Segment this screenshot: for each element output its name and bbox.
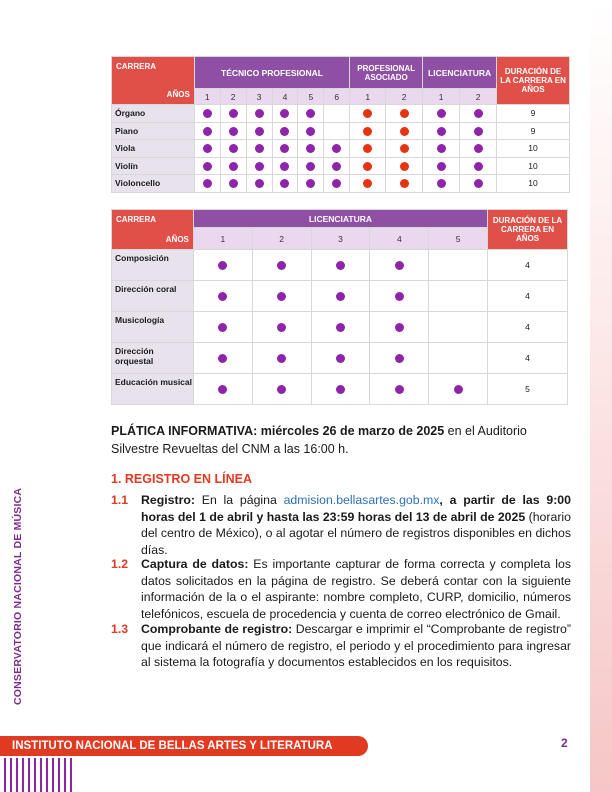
year-cell xyxy=(460,157,497,175)
purple-dot-icon xyxy=(395,385,404,394)
purple-dot-icon xyxy=(474,109,483,118)
purple-dot-icon xyxy=(229,162,238,171)
year-cell xyxy=(194,122,220,140)
year-number-2: 2 xyxy=(252,228,311,250)
purple-dot-icon xyxy=(229,127,238,136)
purple-dot-icon xyxy=(395,261,404,270)
stripe xyxy=(58,758,60,792)
red-dot-icon xyxy=(400,179,409,188)
admission-link[interactable]: admision.bellasartes.gob.mx xyxy=(283,493,440,507)
purple-dot-icon xyxy=(437,162,446,171)
year-cell xyxy=(429,343,488,374)
year-cell xyxy=(429,250,488,281)
table-row xyxy=(112,374,568,405)
year-number-3: 3 xyxy=(246,89,272,105)
purple-dot-icon xyxy=(218,354,227,363)
purple-dot-icon xyxy=(218,292,227,301)
purple-dot-icon xyxy=(332,162,341,171)
duration-value: 10 xyxy=(497,157,570,175)
year-number-10: 2 xyxy=(460,89,497,105)
year-cell xyxy=(350,105,386,123)
red-dot-icon xyxy=(363,144,372,153)
purple-dot-icon xyxy=(203,179,212,188)
year-cell xyxy=(350,157,386,175)
item-label: Captura de datos: xyxy=(141,557,249,571)
table-row xyxy=(112,105,570,123)
year-cell xyxy=(246,140,272,158)
year-cell xyxy=(246,175,272,193)
year-cell xyxy=(193,374,252,405)
carrera-header xyxy=(112,57,195,105)
year-cell xyxy=(423,140,460,158)
year-cell xyxy=(246,122,272,140)
year-number-6: 6 xyxy=(324,89,350,105)
purple-dot-icon xyxy=(255,144,264,153)
year-cell xyxy=(220,105,246,123)
purple-dot-icon xyxy=(336,385,345,394)
purple-dot-icon xyxy=(203,162,212,171)
year-cell xyxy=(298,175,324,193)
duration-value: 4 xyxy=(488,312,568,343)
table-row xyxy=(112,140,570,158)
item-label: Registro: xyxy=(141,493,195,507)
purple-dot-icon xyxy=(277,261,286,270)
stripe xyxy=(34,758,36,792)
year-cell xyxy=(460,175,497,193)
year-cell xyxy=(324,175,350,193)
year-cell xyxy=(252,250,311,281)
year-number-7: 1 xyxy=(350,89,386,105)
year-cell xyxy=(298,105,324,123)
career-name: Piano xyxy=(112,122,195,140)
duration-value: 9 xyxy=(497,105,570,123)
purple-dot-icon xyxy=(437,109,446,118)
purple-dot-icon xyxy=(395,323,404,332)
year-cell xyxy=(429,312,488,343)
stripe xyxy=(70,758,72,792)
purple-dot-icon xyxy=(474,144,483,153)
carrera-label-2: CARRERA xyxy=(116,215,156,224)
item-label: Comprobante de registro: xyxy=(141,622,293,636)
year-cell xyxy=(460,122,497,140)
platica-bold: PLÁTICA INFORMATIVA: miércoles 26 de marzo de 2025 xyxy=(111,424,445,438)
stripe xyxy=(16,758,18,792)
red-dot-icon xyxy=(363,179,372,188)
purple-dot-icon xyxy=(255,162,264,171)
section-registro-title: 1. REGISTRO EN LÍNEA xyxy=(111,472,252,486)
year-cell xyxy=(298,157,324,175)
career-name: Educación musical xyxy=(112,374,194,405)
year-cell xyxy=(423,122,460,140)
purple-dot-icon xyxy=(395,292,404,301)
year-number-3: 3 xyxy=(311,228,370,250)
duracion-header: DURACIÓN DE LA CARRERA EN AÑOS xyxy=(497,57,570,105)
stripe xyxy=(4,758,6,792)
purple-dot-icon xyxy=(280,109,289,118)
purple-dot-icon xyxy=(474,127,483,136)
decorative-side-band xyxy=(590,0,612,792)
purple-dot-icon xyxy=(306,127,315,136)
year-cell xyxy=(298,122,324,140)
purple-dot-icon xyxy=(255,127,264,136)
career-name: Dirección orquestal xyxy=(112,343,194,374)
year-cell xyxy=(386,105,423,123)
year-cell xyxy=(311,250,370,281)
careers-table-2 xyxy=(111,209,568,405)
stripe xyxy=(52,758,54,792)
item-number: 1.1 xyxy=(111,493,129,507)
duration-value: 9 xyxy=(497,122,570,140)
purple-dot-icon xyxy=(255,109,264,118)
purple-dot-icon xyxy=(474,179,483,188)
stripe xyxy=(10,758,12,792)
year-cell xyxy=(350,175,386,193)
purple-dot-icon xyxy=(280,127,289,136)
purple-dot-icon xyxy=(218,385,227,394)
carrera-header-2 xyxy=(112,210,194,250)
red-dot-icon xyxy=(363,162,372,171)
year-number-5: 5 xyxy=(429,228,488,250)
item-text: (horario del centro de México), o al agotar el número de registros disponibles en dichos días. xyxy=(141,509,571,557)
career-name: Violín xyxy=(112,157,195,175)
purple-dot-icon xyxy=(280,162,289,171)
purple-dot-icon xyxy=(277,385,286,394)
year-number-5: 5 xyxy=(298,89,324,105)
purple-dot-icon xyxy=(229,109,238,118)
year-cell xyxy=(370,374,429,405)
purple-dot-icon xyxy=(336,292,345,301)
footer-text: INSTITUTO NACIONAL DE BELLAS ARTES Y LITERATURA xyxy=(12,740,333,752)
year-cell xyxy=(193,343,252,374)
group-licenciatura-2: LICENCIATURA xyxy=(193,210,487,228)
item-number: 1.2 xyxy=(111,557,129,571)
career-name: Dirección coral xyxy=(112,281,194,312)
red-dot-icon xyxy=(400,162,409,171)
year-cell xyxy=(311,374,370,405)
duration-value: 4 xyxy=(488,250,568,281)
duration-value: 4 xyxy=(488,343,568,374)
year-cell xyxy=(272,140,298,158)
year-cell xyxy=(194,140,220,158)
year-cell xyxy=(252,281,311,312)
year-cell xyxy=(324,122,350,140)
purple-dot-icon xyxy=(280,144,289,153)
table-row xyxy=(112,157,570,175)
year-cell xyxy=(252,374,311,405)
anos-label: AÑOS xyxy=(166,90,190,99)
table-row xyxy=(112,175,570,193)
purple-dot-icon xyxy=(437,144,446,153)
purple-dot-icon xyxy=(229,144,238,153)
year-cell xyxy=(193,250,252,281)
page-number: 2 xyxy=(561,736,568,750)
item-1-3 xyxy=(111,621,571,671)
year-cell xyxy=(324,140,350,158)
informative-talk-paragraph xyxy=(111,422,573,458)
year-cell xyxy=(252,343,311,374)
year-cell xyxy=(252,312,311,343)
year-cell xyxy=(220,140,246,158)
purple-dot-icon xyxy=(277,323,286,332)
purple-dot-icon xyxy=(336,323,345,332)
duration-value: 5 xyxy=(488,374,568,405)
year-number-9: 1 xyxy=(423,89,460,105)
duration-value: 4 xyxy=(488,281,568,312)
purple-dot-icon xyxy=(203,109,212,118)
year-cell xyxy=(272,122,298,140)
year-cell xyxy=(272,175,298,193)
purple-dot-icon xyxy=(229,179,238,188)
year-cell xyxy=(272,157,298,175)
year-number-4: 4 xyxy=(272,89,298,105)
purple-dot-icon xyxy=(474,162,483,171)
year-cell xyxy=(429,374,488,405)
year-cell xyxy=(370,343,429,374)
purple-dot-icon xyxy=(336,354,345,363)
career-name: Violoncello xyxy=(112,175,195,193)
table-row xyxy=(112,250,568,281)
year-cell xyxy=(350,122,386,140)
duracion-header-2: DURACIÓN DE LA CARRERA EN AÑOS xyxy=(488,210,568,250)
year-number-4: 4 xyxy=(370,228,429,250)
item-number: 1.3 xyxy=(111,622,129,636)
year-cell xyxy=(311,312,370,343)
year-cell xyxy=(193,312,252,343)
year-cell xyxy=(220,157,246,175)
purple-dot-icon xyxy=(395,354,404,363)
year-cell xyxy=(324,157,350,175)
purple-dot-icon xyxy=(255,179,264,188)
red-dot-icon xyxy=(400,144,409,153)
red-dot-icon xyxy=(363,127,372,136)
purple-dot-icon xyxy=(218,323,227,332)
carrera-label: CARRERA xyxy=(116,62,156,71)
career-name: Órgano xyxy=(112,105,195,123)
year-cell xyxy=(423,157,460,175)
table-row xyxy=(112,281,568,312)
vertical-institution-title xyxy=(12,465,34,705)
stripe xyxy=(64,758,66,792)
item-dates: , a partir de las 9:00 horas del 1 de abril y hasta las 23:59 horas del 13 de abril de 2025 xyxy=(141,493,571,524)
purple-dot-icon xyxy=(277,292,286,301)
purple-dot-icon xyxy=(437,127,446,136)
year-number-2: 2 xyxy=(220,89,246,105)
year-cell xyxy=(220,175,246,193)
table-row xyxy=(112,343,568,374)
year-number-8: 2 xyxy=(386,89,423,105)
item-text: Descargar e imprimir el “Comprobante de registro” que indicará el número de registro, el periodo y el procedimiento para ingresar al sistema la fotografía y documentos establecidos en los requisitos. xyxy=(141,622,571,669)
year-cell xyxy=(370,312,429,343)
purple-dot-icon xyxy=(332,144,341,153)
year-cell xyxy=(386,140,423,158)
stripe xyxy=(46,758,48,792)
year-cell xyxy=(194,175,220,193)
year-cell xyxy=(460,140,497,158)
year-cell xyxy=(194,105,220,123)
purple-dot-icon xyxy=(203,144,212,153)
careers-table-1 xyxy=(111,56,570,193)
year-cell xyxy=(386,157,423,175)
stripe xyxy=(40,758,42,792)
red-dot-icon xyxy=(363,109,372,118)
year-number-1: 1 xyxy=(193,228,252,250)
group-tecnico-profesional: TÉCNICO PROFESIONAL xyxy=(194,57,349,89)
duration-value: 10 xyxy=(497,175,570,193)
year-cell xyxy=(272,105,298,123)
year-cell xyxy=(194,157,220,175)
purple-dot-icon xyxy=(332,179,341,188)
table-row xyxy=(112,122,570,140)
purple-dot-icon xyxy=(306,162,315,171)
year-cell xyxy=(311,281,370,312)
item-text: Es importante capturar de forma correcta y completa los datos solicitados en la página de registro. Se deberá contar con la siguiente información de la o el aspirante: nombre completo, CURP, domicilio, números telefónicos, escuela de procedencia y cuenta de correo electrónico de Gmail. xyxy=(141,557,571,621)
year-cell xyxy=(460,105,497,123)
platica-rest: en el Auditorio Silvestre Revueltas del CNM a las 16:00 h. xyxy=(111,424,527,456)
duration-value: 10 xyxy=(497,140,570,158)
year-cell xyxy=(298,140,324,158)
year-cell xyxy=(386,175,423,193)
year-number-1: 1 xyxy=(194,89,220,105)
purple-dot-icon xyxy=(437,179,446,188)
table-row xyxy=(112,312,568,343)
year-cell xyxy=(220,122,246,140)
footer-bar xyxy=(0,736,368,756)
purple-dot-icon xyxy=(306,144,315,153)
purple-dot-icon xyxy=(218,261,227,270)
purple-dot-icon xyxy=(280,179,289,188)
purple-dot-icon xyxy=(277,354,286,363)
vertical-title-text: CONSERVATORIO NACIONAL DE MÚSICA xyxy=(12,487,24,705)
year-cell xyxy=(246,105,272,123)
stripe xyxy=(22,758,24,792)
red-dot-icon xyxy=(400,109,409,118)
item-1-2 xyxy=(111,556,571,622)
year-cell xyxy=(246,157,272,175)
year-cell xyxy=(370,281,429,312)
year-cell xyxy=(193,281,252,312)
career-name: Viola xyxy=(112,140,195,158)
year-cell xyxy=(423,175,460,193)
purple-dot-icon xyxy=(306,109,315,118)
item-1-1 xyxy=(111,492,571,558)
year-cell xyxy=(386,122,423,140)
year-cell xyxy=(370,250,429,281)
red-dot-icon xyxy=(400,127,409,136)
anos-label-2: AÑOS xyxy=(165,235,189,244)
year-cell xyxy=(429,281,488,312)
purple-dot-icon xyxy=(336,261,345,270)
purple-dot-icon xyxy=(306,179,315,188)
group-licenciatura: LICENCIATURA xyxy=(423,57,497,89)
stripe xyxy=(28,758,30,792)
year-cell xyxy=(324,105,350,123)
item-text: En la página xyxy=(194,493,284,507)
purple-dot-icon xyxy=(203,127,212,136)
decorative-stripes xyxy=(4,758,104,792)
year-cell xyxy=(423,105,460,123)
career-name: Composición xyxy=(112,250,194,281)
career-name: Musicología xyxy=(112,312,194,343)
purple-dot-icon xyxy=(454,385,463,394)
year-cell xyxy=(350,140,386,158)
group-profesional-asociado: PROFESIONAL ASOCIADO xyxy=(350,57,423,89)
year-cell xyxy=(311,343,370,374)
